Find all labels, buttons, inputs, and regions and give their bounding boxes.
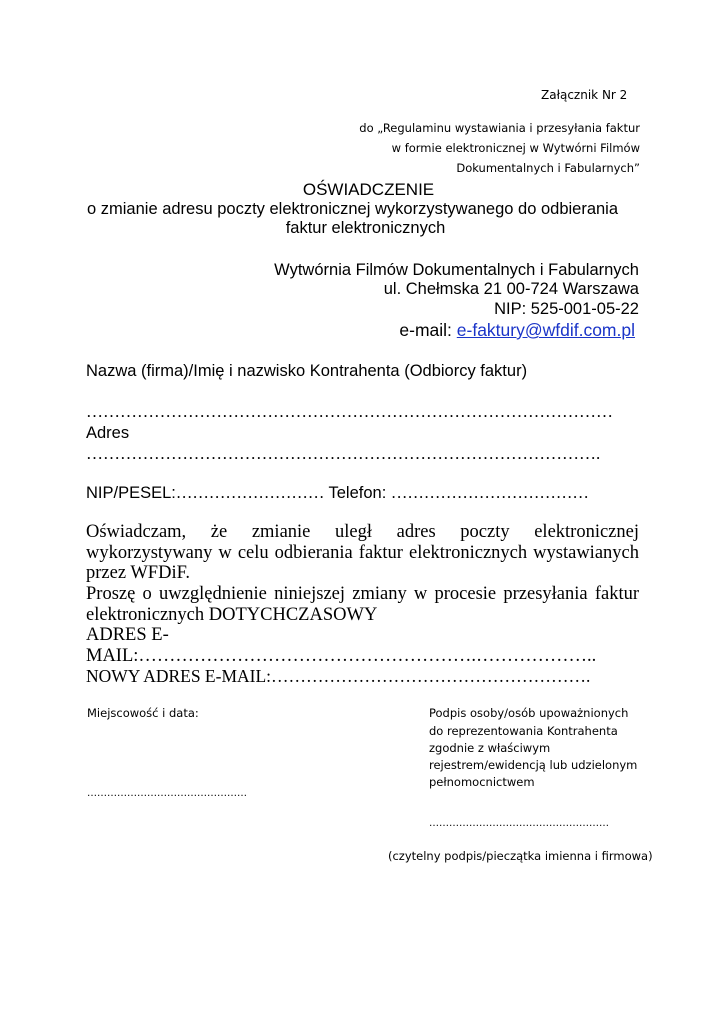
place-date-label: Miejscowość i data: [87, 706, 199, 720]
nip-pesel-field[interactable]: ……………………… [175, 483, 329, 502]
new-email-field[interactable]: NOWY ADRES E-MAIL:………………………………………………. [86, 666, 591, 686]
statement-line-3: przez WFDiF. [86, 563, 191, 583]
signature-caption: (czytelny podpis/pieczątka imienna i firmowa) [388, 849, 653, 863]
signature-field[interactable]: ……………………………………………… [429, 818, 609, 829]
nip-phone-row [86, 483, 589, 503]
statement-line-4: Proszę o uwzględnienie niniejszej zmiany w procesie przesyłania faktur [86, 584, 639, 604]
signature-note-line-5: pełnomocnictwem [429, 775, 535, 789]
signature-note-line-2: do reprezentowania Kontrahenta [429, 724, 618, 738]
statement-line-2: wykorzystywany w celu odbierania faktur elektronicznych wystawianych [86, 543, 639, 563]
signature-note-line-4: rejestrem/ewidencją lub udzielonym [429, 758, 638, 772]
annex-line-2: w formie elektronicznej w Wytwórni Filmów [391, 141, 640, 155]
recipient-name: Wytwórnia Filmów Dokumentalnych i Fabularnych [274, 261, 639, 279]
contractor-name-label: Nazwa (firma)/Imię i nazwisko Kontrahenta (Odbiorcy faktur) [86, 362, 528, 380]
recipient-email-row [399, 320, 635, 341]
document-subtitle-line-2: faktur elektronicznych [285, 219, 446, 237]
document-subtitle-line-1: o zmianie adresu poczty elektronicznej wykorzystywanego do odbierania [87, 200, 619, 218]
annex-title: Załącznik Nr 2 [541, 88, 628, 102]
recipient-nip: NIP: 525-001-05-22 [494, 300, 639, 318]
recipient-address: ul. Chełmska 21 00-724 Warszawa [383, 280, 639, 298]
contractor-name-field[interactable]: ………………………………………………………………………………… [86, 402, 613, 421]
recipient-email-label: e-mail: [399, 320, 457, 340]
place-date-field[interactable]: ………………………………………… [87, 788, 247, 799]
statement-line-1: Oświadczam, że zmianie uległ adres poczty elektronicznej [86, 522, 639, 542]
old-email-field[interactable]: ADRES E-MAIL:……………………………………………….……………….. [86, 625, 597, 666]
phone-field[interactable]: ……………………………… [390, 483, 589, 502]
phone-label: Telefon: [328, 484, 391, 502]
recipient-email-link[interactable]: e-faktury@wfdif.com.pl [456, 320, 635, 340]
annex-line-1: do „Regulaminu wystawiania i przesyłania faktur [359, 121, 640, 135]
address-label: Adres [86, 424, 130, 442]
address-field[interactable]: ………………………………………………………………………………. [86, 444, 601, 463]
signature-note-line-3: zgodnie z właściwym [429, 741, 551, 755]
signature-note-line-1: Podpis osoby/osób upoważnionych [429, 706, 629, 720]
statement-line-5: elektronicznych DOTYCHCZASOWY [86, 605, 378, 625]
nip-pesel-label: NIP/PESEL: [86, 484, 176, 502]
annex-line-3: Dokumentalnych i Fabularnych” [456, 161, 640, 175]
document-title: OŚWIADCZENIE [302, 180, 435, 199]
